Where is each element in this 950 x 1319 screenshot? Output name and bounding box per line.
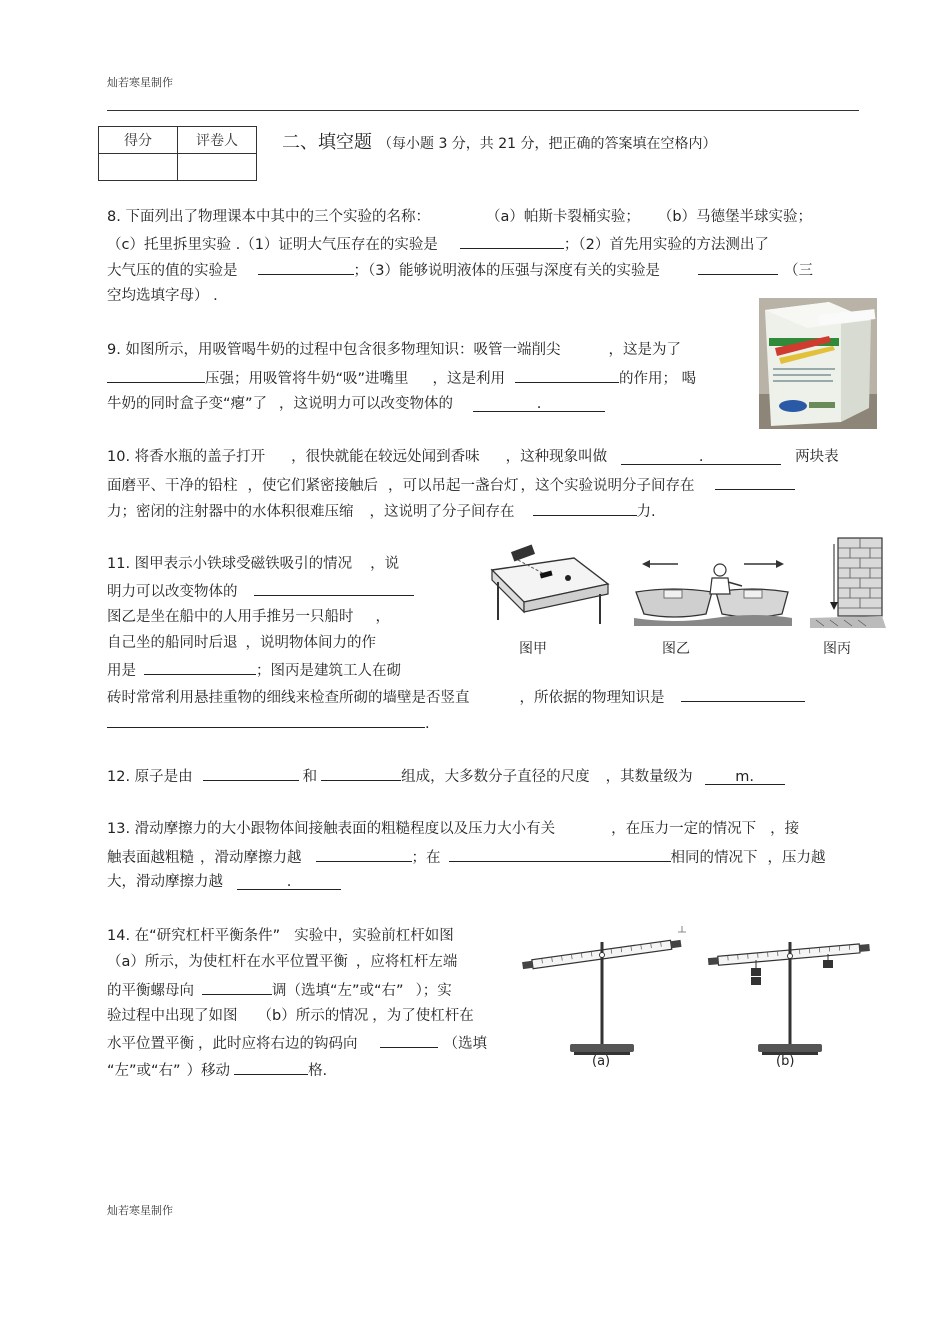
figure-yi-image [634, 556, 792, 626]
section-title [282, 128, 717, 154]
page-footer: 灿若寒星制作 [107, 1204, 173, 1217]
caption-b: (b) [776, 1054, 795, 1069]
q8-line-3: 大气压的值的实验是 ；（3）能够说明液体的压强与深度有关的实验是 （三 [107, 259, 813, 281]
q12-line-1: 12. 原子是由 和 组成，大多数分子直径的尺度 ，其数量级为 m. [107, 765, 785, 787]
q14-line-4: 验过程中出现了如图 （b）所示的情况 ，为了使杠杆在 [107, 1008, 474, 1024]
q9-blank-2[interactable] [515, 367, 619, 383]
caption-yi: 图乙 [662, 641, 690, 657]
q14-blank-3[interactable] [234, 1059, 308, 1075]
q11-line-7: . [107, 712, 430, 734]
q14-blank-2[interactable] [380, 1032, 438, 1048]
q8-line-1: 8. 下面列出了物理课本中其中的三个实验的名称： （a）帕斯卡裂桶实验； （b）马德堡半球实验； [107, 209, 813, 225]
q13-line-1: 13. 滑动摩擦力的大小跟物体间接触表面的粗糙程度以及压力大小有关 ，在压力一定的情况下 ，接 [107, 821, 800, 837]
q11-blank-4[interactable] [107, 712, 425, 728]
q8-blank-1[interactable] [460, 233, 564, 249]
q14-line-2: （a）所示，为使杠杆在水平位置平衡 ，应将杠杆左端 [107, 954, 458, 970]
q14-line-1: 14. 在“研究杠杆平衡条件” 实验中，实验前杠杆如图 [107, 928, 454, 944]
q11-line-1: 11. 图甲表示小铁球受磁铁吸引的情况 ，说 [107, 556, 400, 572]
q9-line-2: 压强；用吸管将牛奶“吸”进嘴里 ，这是利用 的作用； 喝 [107, 367, 696, 389]
q11-blank-2[interactable] [144, 659, 256, 675]
figure-jia-image [488, 540, 610, 628]
section-note: （每小题 3 分，共 21 分，把正确的答案填在空格内） [378, 136, 717, 152]
q8-blank-3[interactable] [698, 259, 778, 275]
q11-line-6: 砖时常常利用悬挂重物的细线来检查所砌的墙壁是否竖直 ，所依据的物理知识是 [107, 686, 805, 708]
q9-blank-1[interactable] [107, 367, 205, 383]
q8-line-4: 空均选填字母） . [107, 288, 218, 304]
caption-bing: 图丙 [823, 641, 851, 657]
q14-blank-1[interactable] [202, 979, 272, 995]
milk-carton-image [759, 298, 877, 429]
caption-a: (a) [592, 1054, 611, 1069]
header-rule [107, 110, 859, 111]
q9-line-1: 9. 如图所示，用吸管喝牛奶的过程中包含很多物理知识：吸管一端削尖 ，这是为了 [107, 342, 681, 358]
q9-blank-3[interactable]: . [473, 396, 605, 412]
grader-header: 评卷人 [178, 127, 257, 154]
q10-line-3: 力；密闭的注射器中的水体积很难压缩 ，这说明了分子间存在 力. [107, 500, 656, 522]
q13-blank-3[interactable]: . [237, 874, 341, 890]
grader-cell[interactable] [178, 154, 257, 181]
q11-line-4: 自己坐的船同时后退 ，说明物体间力的作 [107, 635, 376, 651]
q14-line-5: 水平位置平衡 ，此时应将右边的钩码向 （选填 [107, 1032, 487, 1054]
q11-line-2: 明力可以改变物体的 [107, 580, 414, 602]
q9-line-3: 牛奶的同时盒子变“瘪”了 ，这说明力可以改变物体的 . [107, 394, 605, 414]
q11-line-3: 图乙是坐在船中的人用手推另一只船时 ， [107, 609, 390, 625]
q14-line-6: “左”或“右” ）移动 格. [107, 1059, 327, 1081]
q13-blank-2[interactable] [449, 846, 671, 862]
q12-blank-2[interactable] [321, 765, 401, 781]
score-table [98, 126, 257, 181]
q10-line-1: 10. 将香水瓶的盖子打开 ，很快就能在较远处闻到香味 ，这种现象叫做 . 两块表 [107, 449, 839, 465]
q10-blank-1[interactable]: . [621, 449, 781, 465]
q11-blank-1[interactable] [254, 580, 414, 596]
q8-line-2: （c）托里拆里实验 .（1）证明大气压存在的实验是 ；（2）首先用实验的方法测出了 [107, 233, 769, 255]
q11-line-5: 用是 ；图丙是建筑工人在砌 [107, 659, 401, 681]
lever-a-image [518, 924, 694, 1074]
q10-blank-2[interactable] [715, 474, 795, 490]
figure-bing-image [810, 536, 886, 628]
q10-line-2: 面磨平、干净的铅柱 ，使它们紧密接触后 ，可以吊起一盏台灯 ，这个实验说明分子间存在 [107, 474, 795, 496]
caption-jia: 图甲 [519, 641, 547, 657]
section-title-text: 二、填空题 [282, 132, 372, 153]
q11-blank-3[interactable] [681, 686, 805, 702]
q13-line-3: 大，滑动摩擦力越 . [107, 872, 341, 892]
q13-blank-1[interactable] [316, 846, 412, 862]
q8-blank-2[interactable] [258, 259, 354, 275]
q13-line-2: 触表面越粗糙 ，滑动摩擦力越 ；在 相同的情况下 ，压力越 [107, 846, 826, 868]
q10-blank-3[interactable] [533, 500, 637, 516]
q12-blank-3[interactable]: m. [705, 769, 785, 785]
score-header: 得分 [99, 127, 178, 154]
q14-line-3: 的平衡螺母向 调（选填“左”或“右” ）；实 [107, 979, 452, 1001]
lever-b-image [706, 924, 878, 1074]
score-cell[interactable] [99, 154, 178, 181]
q12-blank-1[interactable] [203, 765, 299, 781]
page-header: 灿若寒星制作 [107, 76, 173, 89]
